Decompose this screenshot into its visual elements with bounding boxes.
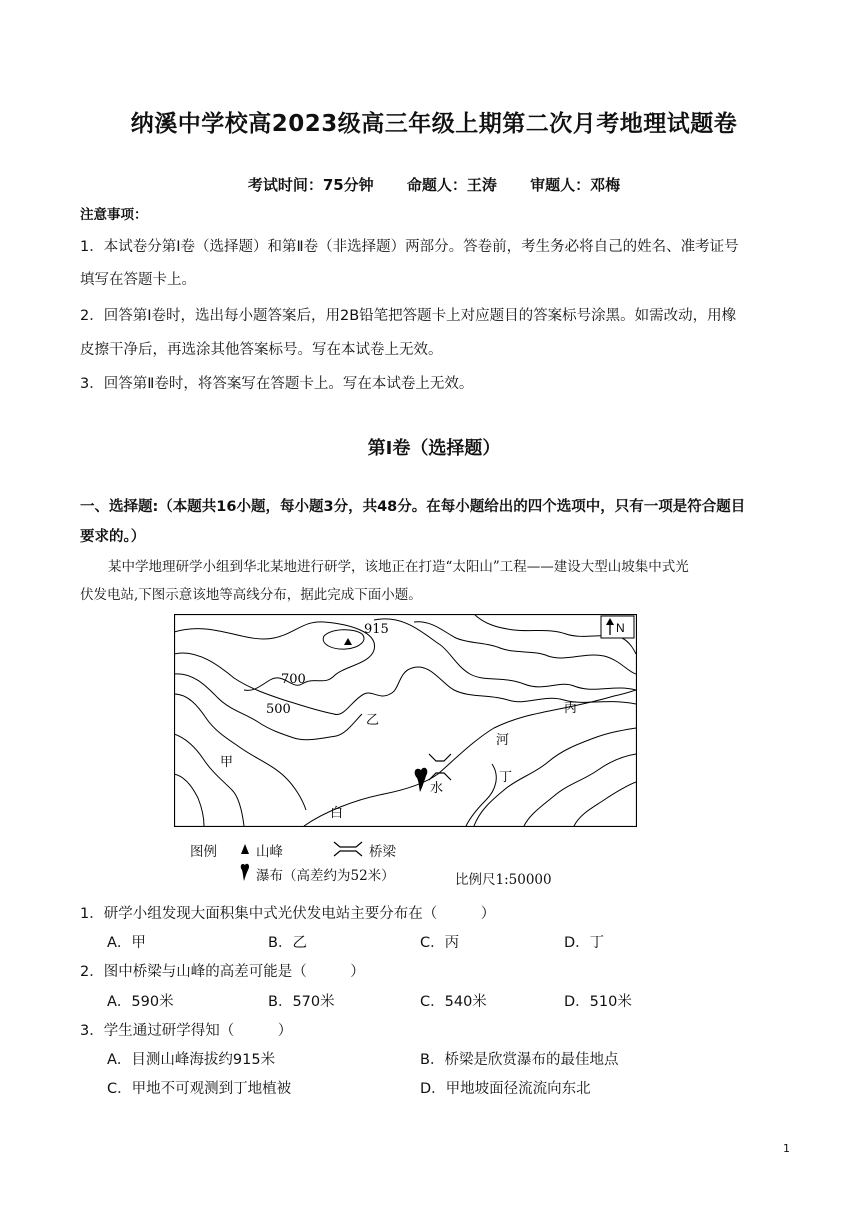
question-3-stem: 3．学生通过研学得知（ ） [80, 1023, 293, 1039]
notes-heading: 注意事项： [80, 207, 148, 223]
note-item-2-line-2: 皮擦干净后，再选涂其他答案标号。写在本试卷上无效。 [80, 342, 443, 358]
note-item-1-line-2: 填写在答题卡上。 [80, 272, 196, 288]
peak-elevation-label: 915 [364, 622, 389, 637]
map-scale: 比例尺1:50000 [455, 872, 552, 888]
label-bing: 丙 [564, 701, 578, 716]
part1-instruction-line-1: 一、选择题:（本题共16小题，每小题3分，共48分。在每小题给出的四个选项中，只有一项是符合题目 [80, 499, 746, 515]
page-number: 1 [783, 1142, 790, 1155]
note-item-3: 3．回答第Ⅱ卷时，将答案写在答题卡上。写在本试卷上无效。 [80, 376, 474, 392]
page-title: 纳溪中学校高2023级高三年级上期第二次月考地理试题卷 [130, 111, 738, 137]
contour-500-label: 500 [266, 702, 291, 717]
legend-bridge-label: 桥梁 [369, 844, 396, 860]
exam-author: 命题人：王涛 [406, 176, 497, 194]
note-item-2-line-1: 2．回答第Ⅰ卷时，选出每小题答案后，用2B铅笔把答题卡上对应题目的答案标号涂黑。如需改动，用橡 [80, 308, 737, 324]
question-1-stem: 1．研学小组发现大面积集中式光伏发电站主要分布在（ ） [80, 906, 496, 922]
intro-line-1: 某中学地理研学小组到华北某地进行研学，该地正在打造“太阳山”工程——建设大型山坡集中式光 [108, 559, 689, 575]
intro-line-2: 伏发电站,下图示意该地等高线分布，据此完成下面小题。 [80, 587, 422, 603]
question-1-option-b: B．乙 [268, 935, 307, 951]
question-3-option-d: D．甲地坡面径流流向东北 [420, 1081, 591, 1097]
exam-time: 考试时间：75分钟 [247, 176, 374, 194]
legend-peak-label: 山峰 [256, 844, 283, 860]
question-1-option-c: C．丙 [420, 935, 460, 951]
section-title: 第Ⅰ卷（选择题） [367, 438, 501, 459]
legend-bridge-icon [333, 841, 363, 857]
exam-info [0, 174, 868, 195]
legend-peak-icon [240, 843, 250, 855]
question-2-option-a: A．590米 [107, 994, 174, 1010]
note-item-1-line-1: 1．本试卷分第Ⅰ卷（选择题）和第Ⅱ卷（非选择题）两部分。答卷前，考生务必将自己的姓名、准考证号 [80, 239, 739, 255]
label-ding: 丁 [499, 770, 513, 785]
river-label-shui: 水 [430, 781, 444, 796]
river-label-he: 河 [496, 733, 510, 748]
question-3-option-c: C．甲地不可观测到丁地植被 [107, 1081, 292, 1097]
label-jia: 甲 [220, 755, 234, 770]
question-2-option-b: B．570米 [268, 994, 335, 1010]
question-2-stem: 2．图中桥梁与山峰的高差可能是（ ） [80, 964, 365, 980]
part1-instruction-line-2: 要求的。） [80, 529, 146, 545]
question-1-option-a: A．甲 [107, 935, 146, 951]
exam-reviewer: 审题人：邓梅 [530, 176, 621, 194]
legend-waterfall-icon [239, 862, 251, 882]
question-2-option-d: D．510米 [564, 994, 632, 1010]
legend-waterfall-label: 瀑布（高差约为52米） [256, 868, 395, 884]
question-1-option-d: D．丁 [564, 935, 605, 951]
label-yi: 乙 [366, 713, 380, 728]
north-label: N [616, 621, 625, 635]
question-3-option-a: A．目测山峰海拔约915米 [107, 1052, 276, 1068]
legend-title: 图例 [190, 844, 217, 860]
question-3-option-b: B．桥梁是欣赏瀑布的最佳地点 [420, 1052, 619, 1068]
question-2-option-c: C．540米 [420, 994, 487, 1010]
river-label-bai: 白 [330, 806, 344, 821]
contour-map [174, 614, 637, 827]
contour-700-label: 700 [281, 672, 306, 687]
